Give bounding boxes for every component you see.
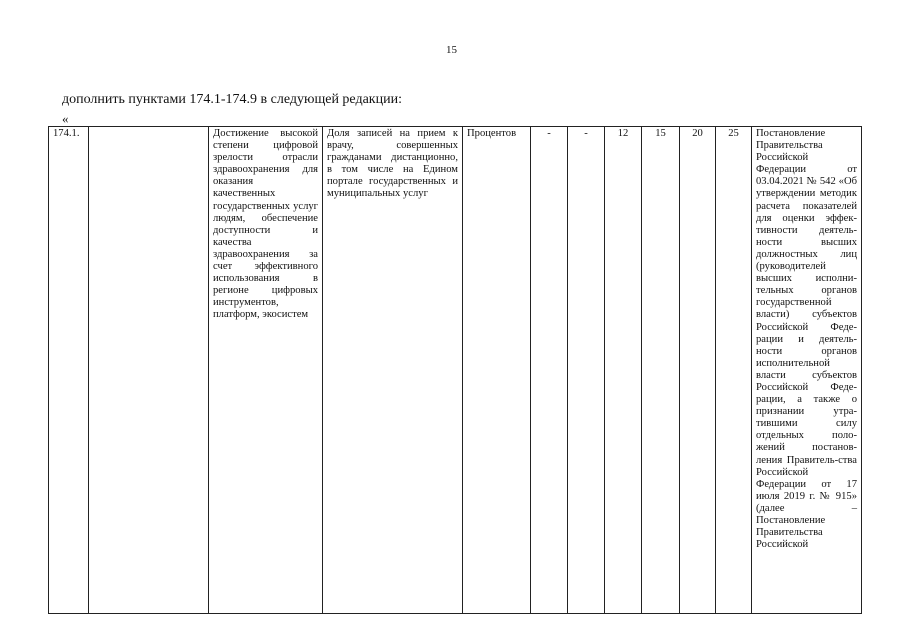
row-number-cell: 174.1.	[49, 127, 89, 614]
goal-cell: Достижение высокой степени цифровой зрелости отрасли здравоохранения для оказания качественных государственных услуг людям, обеспечение доступности и качества здравоохранения за счет эффективного использования в регионе цифровых инструментов, платформ, экосистем	[209, 127, 323, 614]
value-cell-5: 20	[680, 127, 716, 614]
open-quote: «	[62, 111, 69, 126]
source-cell: Постановление Правительства Российской Федерации от 03.04.2021 № 542 «Об утверждении методик расчета показателей для оценки эффек-тивности деятель-ности высших должностных лиц (руководителей высших исполни-тельных органов государственной власти) субъектов Российской Феде-рации и деятель-ности органов исполнительной власти субъектов Российской Феде-рации, а также о признании утра-тившими силу отдельных поло-жений постанов-ления Правитель-ства Российской Федерации от 17 июля 2019 г. № 915» (далее – Постановление Правительства Российской	[752, 127, 862, 614]
value-cell-1: -	[531, 127, 568, 614]
indicator-cell: Доля записей на прием к врачу, совершенных гражданами дистанционно, в том числе на Едином портале государственных и муниципальных услуг	[323, 127, 463, 614]
value-cell-6: 25	[716, 127, 752, 614]
value-cell-3: 12	[605, 127, 642, 614]
value-cell-2: -	[568, 127, 605, 614]
unit-cell: Процентов	[463, 127, 531, 614]
indicators-table	[48, 126, 862, 614]
value-cell-4: 15	[642, 127, 680, 614]
intro-text: дополнить пунктами 174.1-174.9 в следующей редакции:	[62, 92, 402, 107]
page-number: 15	[446, 44, 457, 56]
empty-cell	[89, 127, 209, 614]
table-row	[49, 127, 862, 614]
